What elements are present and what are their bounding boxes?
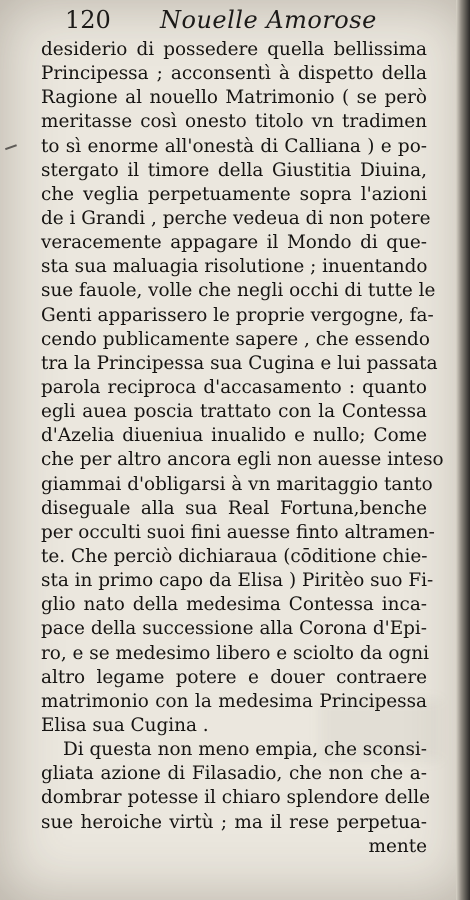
text-line: cendo publicamente sapere , che essendo xyxy=(41,328,430,350)
text-line: giammai d'obligarsi à vn maritaggio tanto xyxy=(41,473,433,495)
text-line: Principessa ; acconsentì à dispetto della xyxy=(41,63,427,85)
text-line: stergato il timore della Giustitia Diuina, xyxy=(41,159,427,181)
text-line: che per altro ancora egli non auesse inteso xyxy=(41,449,444,471)
page-number: 120 xyxy=(65,6,111,34)
text-line: sta sua maluagia risolutione ; inuentando xyxy=(41,256,428,278)
text-line: Ragione al nouello Matrimonio ( se però xyxy=(41,87,427,109)
text-line: d'Azelia diueniua inualido e nullo; Come xyxy=(41,425,427,447)
text-line: egli auea poscia trattato con la Contessa xyxy=(41,401,427,423)
paragraph-first-line: Di questa non meno empia, che sconsi- xyxy=(63,739,427,761)
text-line: sue heroiche virtù ; ma il rese perpetua- xyxy=(41,811,427,833)
text-line: matrimonio con la medesima Principessa xyxy=(41,690,427,712)
text-line: Elisa sua Cugina . xyxy=(41,714,209,736)
running-header xyxy=(65,6,395,40)
text-line: parola reciproca d'accasamento : quanto xyxy=(41,376,427,398)
text-line: veracemente appagare il Mondo di que- xyxy=(41,232,427,254)
margin-ink-mark xyxy=(5,144,19,156)
paragraph-first-line: desiderio di possedere quella bellissima xyxy=(41,39,427,60)
text-line: to sì enorme all'onestà di Calliana ) e po- xyxy=(41,135,427,157)
text-line: de i Grandi , perche vedeua di non potere xyxy=(41,207,431,229)
body-text xyxy=(41,38,444,859)
text-line: che veglia perpetuamente sopra l'azioni xyxy=(41,183,427,205)
text-line: diseguale alla sua Real Fortuna,benche xyxy=(41,497,427,519)
text-line: meritasse così onesto titolo vn tradimen xyxy=(41,111,427,133)
running-title: Nouelle Amorose xyxy=(160,6,377,34)
catchword: mente xyxy=(368,835,427,857)
text-line: sta in primo capo da Elisa ) Piritèo suo Fi- xyxy=(41,570,434,592)
text-line: gliata azione di Filasadio, che non che a- xyxy=(41,763,427,785)
text-line: sue fauole, volle che negli occhi di tutte le xyxy=(41,280,436,302)
text-line: per occulti suoi fini auesse finto altramen- xyxy=(41,521,435,543)
text-line: ro, e se medesimo libero e sciolto da ogni xyxy=(41,642,429,664)
text-line: Genti apparissero le proprie vergogne, fa- xyxy=(41,304,434,326)
page-edge-shadow xyxy=(456,0,470,900)
text-line: glio nato della medesima Contessa inca- xyxy=(41,594,427,616)
text-line: dombrar potesse il chiaro splendore delle xyxy=(41,787,430,809)
text-line: te. Che perciò dichiaraua (cōditione chie- xyxy=(41,545,428,567)
text-line: tra la Principessa sua Cugina e lui passata xyxy=(41,352,438,374)
text-line: altro legame potere e douer contraere xyxy=(41,666,427,688)
text-line: pace della successione alla Corona d'Epi- xyxy=(41,618,427,640)
